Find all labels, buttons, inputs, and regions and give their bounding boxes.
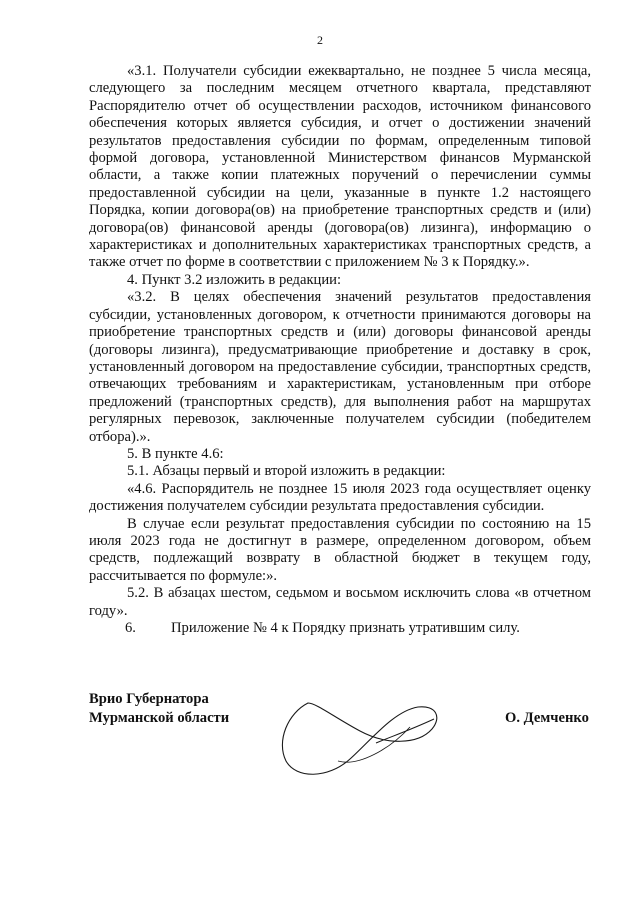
paragraph-item-4: 4. Пункт 3.2 изложить в редакции:	[127, 271, 342, 288]
item-6-text: Приложение № 4 к Порядку признать утратившим силу.	[171, 620, 520, 636]
signatory-position-line1: Врио Губернатора	[89, 691, 209, 707]
paragraph-3-1: «3.1. Получатели субсидии ежеквартально, не позднее 5 числа месяца, следующего за последним месяцем отчетного квартала, представляют Распорядителю отчет об осуществлении расходов, источником финансового обеспечения которых является субсидия, и отчет о достижении значений результатов предоставления субсидии по формам, определенным типовой формой договора, установленной Министерством финансов Мурманской области, а также копии платежных поручений о перечислении суммы предоставленной субсидии на цели, указанные в пункте 1.2 настоящего Порядка, копии договора(ов) на приобретение транспортных средств и (или) договора(ов) финансовой аренды (договора(ов) лизинга), информацию о характеристиках и дополнительных характеристиках транспортных средств, а также отчет по форме в соответствии с приложением № 3 к Порядку.».	[89, 63, 591, 271]
document-body	[89, 63, 591, 637]
paragraph-4-6: «4.6. Распорядитель не позднее 15 июля 2023 года осуществляет оценку достижения получателем субсидии результата предоставления субсидии.	[89, 480, 591, 515]
signatory-name: О. Демченко	[505, 710, 589, 726]
item-6-number: 6.	[125, 620, 136, 636]
paragraph-item-6	[89, 620, 591, 637]
handwritten-signature	[268, 683, 448, 783]
paragraph-3-2: «3.2. В целях обеспечения значений результатов предоставления субсидии, установленных договором, к отчетности принимаются договоры на приобретение транспортных средств и (или) договоры финансовой аренды (договоры лизинга), предусматривающие приобретение и доставку в срок, установленный договором на предоставление субсидии, транспортных средств, отвечающих требованиям и характеристикам, установленным при отборе предложений (транспортных средств), для выполнения работ на маршрутах регулярных перевозок, заключенные получателем субсидии (победителем отбора).».	[89, 289, 591, 445]
signatory-position	[89, 690, 229, 728]
paragraph-item-5-1: 5.1. Абзацы первый и второй изложить в редакции:	[127, 463, 446, 480]
page-number: 2	[317, 33, 323, 47]
paragraph-item-5-2: 5.2. В абзацах шестом, седьмом и восьмом исключить слова «в отчетном году».	[89, 585, 591, 619]
paragraph-case: В случае если результат предоставления субсидии по состоянию на 15 июля 2023 года не достигнут в размере, определенном договором, объем средств, подлежащий возврату в областной бюджет в текущем году, рассчитывается по формуле:».	[89, 515, 591, 584]
paragraph-item-5: 5. В пункте 4.6:	[127, 445, 224, 462]
signatory-position-line2: Мурманской области	[89, 710, 230, 726]
